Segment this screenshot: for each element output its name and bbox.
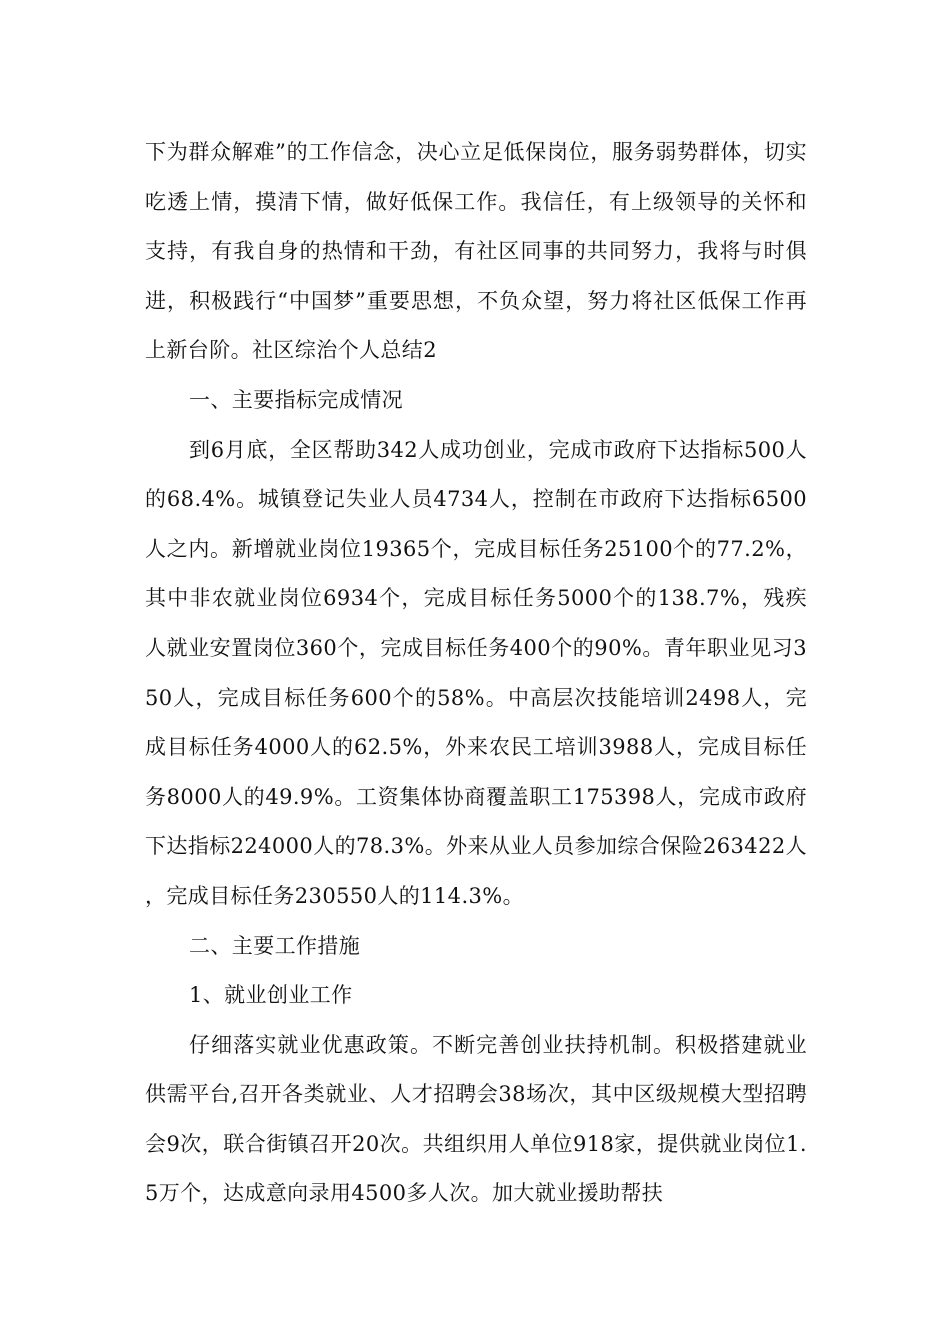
paragraph-indicator-details: 到6月底，全区帮助342人成功创业，完成市政府下达指标500人的68.4%。城镇登记失业人员4734人，控制在市政府下达指标6500人之内。新增就业岗位19365个，完成目标任务25100个的77.2%，其中非农就业岗位6934个，完成目标任务5000个的138.7%，残疾人就业安置岗位360个，完成目标任务400个的90%。青年职业见习350人，完成目标任务600个的58%。中高层次技能培训2498人，完成目标任务4000人的62.5%，外来农民工培训3988人，完成目标任务8000人的49.9%。工资集体协商覆盖职工175398人，完成市政府下达指标224000人的78.3%。外来从业人员参加综合保险263422人，完成目标任务230550人的114.3%。 <box>145 437 807 908</box>
subsection-heading-employment: 1、就业创业工作 <box>189 983 353 1008</box>
section-heading-work-measures: 二、主要工作措施 <box>189 933 361 958</box>
paragraph-continuation: 下为群众解难”的工作信念，决心立足低保岗位，服务弱势群体，切实吃透上情，摸清下情，做好低保工作。我信任，有上级领导的关怀和支持，有我自身的热情和干劲，有社区同事的共同努力，我将与时俱进，积极践行“中国梦”重要思想，不负众望，努力将社区低保工作再上新台阶。社区综治个人总结2 <box>145 140 807 363</box>
paragraph-employment-details: 仔细落实就业优惠政策。不断完善创业扶持机制。积极搭建就业供需平台,召开各类就业、人才招聘会38场次，其中区级规模大型招聘会9次，联合街镇召开20次。共组织用人单位918家，提供就业岗位1.5万个，达成意向录用4500多人次。加大就业援助帮扶 <box>145 1032 807 1206</box>
section-heading-main-indicators: 一、主要指标完成情况 <box>189 387 403 412</box>
document-body <box>145 128 807 1219</box>
